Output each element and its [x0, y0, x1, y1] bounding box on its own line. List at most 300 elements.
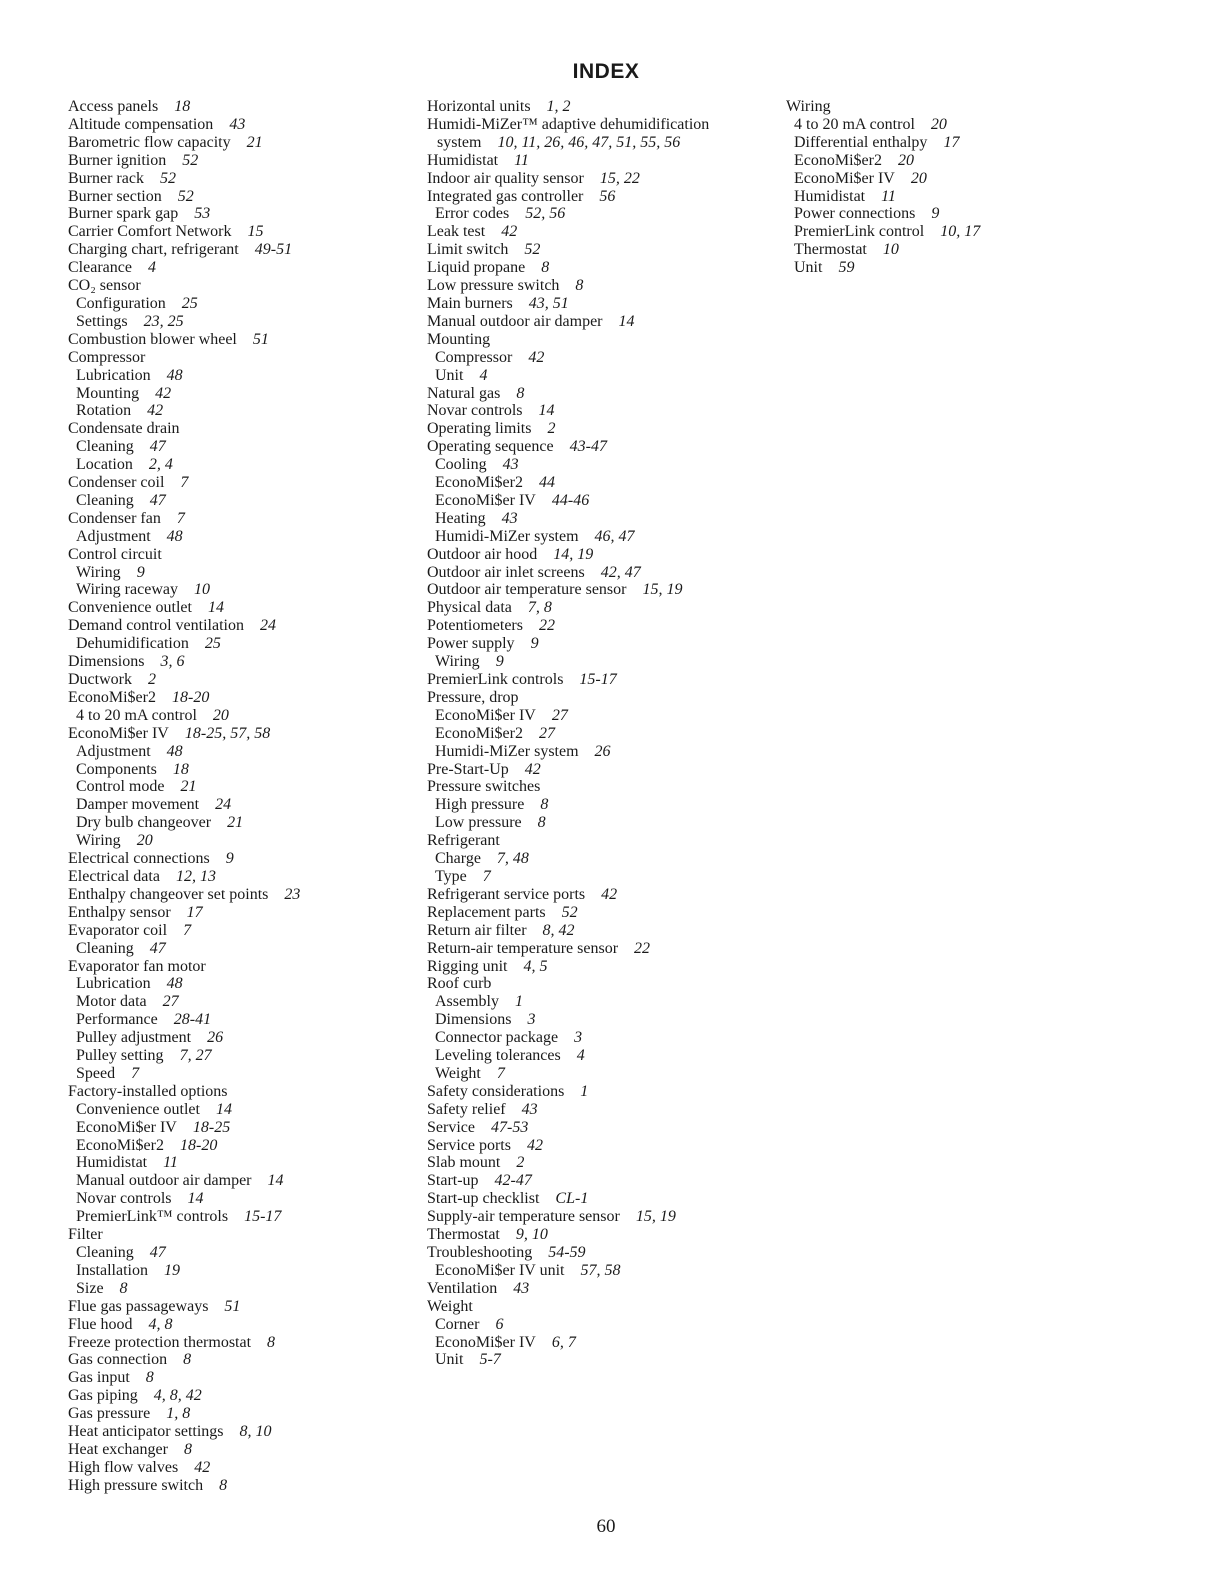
page-reference: 26 [594, 742, 611, 760]
page-reference: 44 [538, 474, 555, 492]
index-term: Humidi-MiZer™ adaptive dehumidification [427, 115, 710, 133]
index-subentry [427, 510, 767, 528]
index-term: Leveling tolerances [435, 1047, 561, 1065]
index-subentry [68, 940, 398, 958]
page-reference: 43-47 [569, 438, 607, 456]
index-subentry [68, 1244, 398, 1262]
index-term: Outdoor air temperature sensor [427, 581, 627, 599]
index-subentry [427, 205, 767, 223]
index-subentry [68, 743, 398, 761]
index-term: EconoMi$er IV [435, 706, 536, 724]
page-reference: 52 [182, 151, 199, 169]
page-reference: 18 [174, 98, 191, 115]
index-entry [68, 850, 398, 868]
page-reference: 42 [501, 223, 518, 241]
index-entry [68, 152, 398, 170]
index-term: Condensate drain [68, 420, 180, 438]
index-term: Wiring [76, 563, 121, 581]
index-term: Enthalpy changeover set points [68, 885, 269, 903]
index-subentry [427, 367, 767, 385]
index-entry [68, 1405, 398, 1423]
index-term: Wiring [76, 832, 121, 850]
index-term: Physical data [427, 599, 512, 617]
index-entry [68, 546, 398, 564]
index-term: Service [427, 1118, 475, 1136]
index-entry [427, 761, 767, 779]
index-term: Manual outdoor air damper [427, 312, 603, 330]
index-entry [427, 904, 767, 922]
index-term: Unit [435, 1351, 464, 1369]
index-entry [427, 635, 767, 653]
index-entry [427, 1172, 767, 1190]
index-term: Installation [76, 1261, 148, 1279]
page-reference: 21 [227, 814, 244, 832]
index-entry [68, 223, 398, 241]
page-reference: 7 [496, 1064, 505, 1082]
page-reference: 56 [599, 187, 616, 205]
index-term: Flue hood [68, 1315, 133, 1333]
index-term: Ductwork [68, 671, 132, 688]
index-term: Freeze protection thermostat [68, 1333, 252, 1351]
index-term: EconoMi$er IV [435, 1333, 536, 1351]
index-term: Safety relief [427, 1100, 506, 1118]
index-entry [68, 725, 398, 743]
page-reference: 7 [176, 509, 185, 527]
index-term: Supply-air temperature sensor [427, 1208, 620, 1226]
page-reference: 14 [618, 312, 635, 330]
page-reference: 42-47 [494, 1172, 532, 1190]
index-entry [68, 474, 398, 492]
index-entry [68, 277, 398, 295]
page-reference: 8, 42 [542, 921, 575, 939]
index-subentry [786, 223, 1116, 241]
index-term: Replacement parts [427, 903, 546, 921]
index-subentry [427, 1262, 767, 1280]
page-reference: 1, 2 [546, 98, 571, 115]
index-subentry [68, 778, 398, 796]
index-term: 4 to 20 mA control [794, 115, 915, 133]
page-reference: 20 [212, 706, 229, 724]
index-term: PremierLink controls [427, 671, 564, 688]
index-entry [427, 385, 767, 403]
index-term: PremierLink control [794, 223, 925, 241]
page-reference: 4 [147, 259, 156, 277]
index-term: Burner section [68, 187, 162, 205]
index-entry [786, 98, 1116, 116]
page-reference: 47 [149, 491, 166, 509]
page-reference: 20 [910, 169, 927, 187]
page-reference: 4 [576, 1047, 585, 1065]
index-term: Humidistat [76, 1154, 148, 1172]
index-term: EconoMi$er IV [76, 1118, 177, 1136]
index-entry [427, 331, 767, 349]
index-subentry [68, 993, 398, 1011]
page-reference: 4 [479, 366, 488, 384]
index-term: Damper movement [76, 796, 200, 814]
index-entry [427, 241, 767, 259]
index-entry [427, 259, 767, 277]
page-reference: 7, 48 [496, 850, 529, 868]
page-reference: 22 [538, 617, 555, 635]
index-entry [427, 438, 767, 456]
page-reference: 19 [163, 1261, 180, 1279]
index-term: Integrated gas controller [427, 187, 584, 205]
index-subentry [68, 564, 398, 582]
index-entry [427, 170, 767, 188]
index-entry [427, 420, 767, 438]
index-entry [68, 1441, 398, 1459]
index-term: Low pressure [435, 814, 522, 832]
page-reference: 14, 19 [553, 545, 594, 563]
page-reference: 8 [145, 1369, 154, 1387]
page-reference: 12, 13 [175, 867, 216, 885]
index-term: Natural gas [427, 384, 501, 402]
page-reference: 9 [136, 563, 145, 581]
page-reference: CL-1 [555, 1190, 589, 1208]
index-entry [68, 205, 398, 223]
index-subentry [68, 1280, 398, 1298]
index-term: Main burners [427, 294, 513, 312]
page-reference: 44-46 [551, 491, 590, 509]
index-entry [68, 1351, 398, 1369]
index-term: Charge [435, 850, 481, 868]
index-term: Location [76, 456, 133, 474]
index-subentry [427, 1351, 767, 1369]
index-subentry [427, 725, 767, 743]
page-reference: 10, 17 [940, 223, 981, 241]
index-entry [427, 1280, 767, 1298]
index-term: Rigging unit [427, 957, 508, 975]
index-entry [427, 134, 767, 152]
page-reference: 11 [881, 187, 896, 205]
index-subentry [427, 653, 767, 671]
index-column-3 [786, 98, 1116, 277]
index-term: Burner rack [68, 169, 144, 187]
index-term: Adjustment [76, 742, 151, 760]
index-term: Connector package [435, 1029, 559, 1047]
page-reference: 5-7 [479, 1351, 501, 1369]
index-entry [427, 671, 767, 689]
page-reference: 52 [524, 241, 541, 259]
index-term: Liquid propane [427, 259, 526, 277]
index-term: Rotation [76, 402, 132, 420]
index-term: Limit switch [427, 241, 509, 259]
index-term: Start-up checklist [427, 1190, 540, 1208]
index-term: Dimensions [435, 1011, 512, 1029]
page-reference: 8 [183, 1351, 192, 1369]
page-reference: 9 [931, 205, 940, 223]
index-entry [68, 1477, 398, 1495]
index-entry [427, 1190, 767, 1208]
page-reference: 14 [538, 402, 555, 420]
page-reference: 59 [838, 259, 855, 277]
page-reference: 18-25, 57, 58 [184, 724, 271, 742]
index-term: Novar controls [427, 402, 523, 420]
index-entry [427, 778, 767, 796]
index-entry [68, 671, 398, 689]
index-term: Error codes [435, 205, 510, 223]
index-subentry [68, 1119, 398, 1137]
index-subentry [427, 528, 767, 546]
index-subentry [68, 832, 398, 850]
page-reference: 8 [575, 277, 584, 295]
index-term: Refrigerant [427, 832, 500, 850]
index-entry [68, 599, 398, 617]
index-subentry [68, 814, 398, 832]
index-entry [68, 904, 398, 922]
index-entry [427, 886, 767, 904]
index-subentry [68, 1101, 398, 1119]
index-entry [68, 617, 398, 635]
index-entry [427, 98, 767, 116]
index-entry [427, 1083, 767, 1101]
index-subentry [786, 241, 1116, 259]
index-term: Dimensions [68, 653, 145, 671]
index-term: Lubrication [76, 975, 151, 993]
index-subentry [427, 456, 767, 474]
index-entry [427, 617, 767, 635]
page-reference: 1, 8 [166, 1405, 191, 1423]
page-reference: 3 [574, 1029, 583, 1047]
index-term: Performance [76, 1011, 158, 1029]
index-subentry [68, 1262, 398, 1280]
index-subentry [68, 1065, 398, 1083]
index-entry [427, 152, 767, 170]
index-column-1 [68, 98, 398, 1495]
index-subentry [786, 205, 1116, 223]
index-entry [68, 958, 398, 976]
index-term: Power connections [794, 205, 916, 223]
index-term: Outdoor air hood [427, 545, 538, 563]
page-reference: 15-17 [579, 671, 617, 688]
index-entry [68, 259, 398, 277]
page-reference: 7, 8 [527, 599, 552, 617]
index-term: EconoMi$er IV [68, 724, 169, 742]
index-subentry [427, 1065, 767, 1083]
index-entry [68, 1459, 398, 1477]
index-subentry [68, 313, 398, 331]
page-reference: 8, 10 [239, 1423, 272, 1441]
page-reference: 43 [513, 1279, 530, 1297]
page-reference: 48 [166, 975, 183, 993]
index-term: Assembly [435, 993, 499, 1011]
index-entry [68, 420, 398, 438]
index-entry [427, 958, 767, 976]
page-reference: 28-41 [173, 1011, 212, 1029]
index-term: Dehumidification [76, 635, 189, 653]
index-subentry [68, 1137, 398, 1155]
index-term: Roof curb [427, 975, 492, 993]
index-entry [68, 170, 398, 188]
index-entry [427, 564, 767, 582]
index-term: Cleaning [76, 1244, 134, 1261]
index-subentry [68, 581, 398, 599]
index-term: Barometric flow capacity [68, 133, 231, 151]
index-entry [427, 599, 767, 617]
index-subentry [68, 1047, 398, 1065]
index-subentry [68, 707, 398, 725]
page-reference: 42 [528, 348, 545, 366]
page-reference: 3 [527, 1011, 536, 1029]
index-entry [427, 1101, 767, 1119]
page-reference: 49-51 [254, 241, 293, 259]
index-subentry [68, 1172, 398, 1190]
index-subentry [427, 1029, 767, 1047]
index-entry [427, 832, 767, 850]
page-reference: 48 [166, 366, 183, 384]
page-reference: 4, 5 [523, 957, 548, 975]
index-subentry [427, 796, 767, 814]
index-term: Heat exchanger [68, 1440, 168, 1458]
page-reference: 9 [225, 850, 234, 868]
index-subentry [427, 814, 767, 832]
index-term: Enthalpy sensor [68, 903, 171, 921]
page-reference: 7 [131, 1064, 140, 1082]
index-term: Leak test [427, 223, 486, 241]
index-term: Indoor air quality sensor [427, 169, 584, 187]
index-subentry [68, 528, 398, 546]
page-reference: 42 [524, 760, 541, 778]
index-entry [427, 546, 767, 564]
page-reference: 52, 56 [525, 205, 566, 223]
page-reference: 17 [186, 903, 203, 921]
page-reference: 8 [516, 384, 525, 402]
index-term: Lubrication [76, 366, 151, 384]
index-subentry [427, 492, 767, 510]
index-term: Settings [76, 312, 128, 330]
index-term: Gas input [68, 1369, 130, 1387]
index-subentry [786, 188, 1116, 206]
page-reference: 1 [580, 1082, 589, 1100]
index-term: Access panels [68, 98, 159, 115]
index-term: Combustion blower wheel [68, 330, 237, 348]
index-term: Cleaning [76, 939, 134, 957]
index-term: Adjustment [76, 527, 151, 545]
index-term: Outdoor air inlet screens [427, 563, 585, 581]
index-term: Size [76, 1279, 104, 1297]
index-entry [427, 1298, 767, 1316]
index-subentry [427, 993, 767, 1011]
index-subentry [68, 367, 398, 385]
index-subentry [68, 635, 398, 653]
page-reference: 24 [215, 796, 232, 814]
index-term: Factory-installed options [68, 1082, 228, 1100]
page-reference: 48 [166, 742, 183, 760]
page-reference: 27 [162, 993, 179, 1011]
page-reference: 43 [521, 1100, 538, 1118]
page-reference: 21 [180, 778, 197, 796]
index-entry [68, 868, 398, 886]
page-reference: 4, 8 [148, 1315, 173, 1333]
page-reference: 43 [229, 115, 246, 133]
page-reference: 1 [515, 993, 523, 1011]
page-reference: 15, 19 [635, 1208, 676, 1226]
index-entry [68, 98, 398, 116]
index-entry [68, 349, 398, 367]
page-reference: 10 [882, 241, 899, 259]
index-term: Slab mount [427, 1154, 501, 1172]
page-reference: 4, 8, 42 [153, 1387, 202, 1405]
page-reference: 27 [538, 724, 555, 742]
index-term: Troubleshooting [427, 1244, 533, 1261]
page-reference: 22 [634, 939, 651, 957]
index-term: Condenser fan [68, 509, 161, 527]
index-subentry [68, 1208, 398, 1226]
page-reference: 21 [246, 133, 263, 151]
index-subentry [427, 1047, 767, 1065]
index-term: Manual outdoor air damper [76, 1172, 252, 1190]
index-term: Humidistat [427, 151, 499, 169]
index-subentry [68, 385, 398, 403]
index-term: Components [76, 760, 157, 778]
index-subentry [786, 134, 1116, 152]
page-number: 60 [596, 1516, 616, 1537]
page-reference: 54-59 [548, 1244, 586, 1261]
index-term: EconoMi$er2 [435, 724, 523, 742]
index-term: Demand control ventilation [68, 617, 244, 635]
index-term: Gas piping [68, 1387, 138, 1405]
index-term: Service ports [427, 1136, 511, 1154]
index-term: Convenience outlet [76, 1100, 200, 1118]
index-term: EconoMi$er2 [794, 151, 882, 169]
index-column-2 [427, 98, 767, 1369]
index-term: Compressor [435, 348, 513, 366]
index-term: Electrical connections [68, 850, 210, 868]
index-subentry [786, 116, 1116, 134]
page-reference: 51 [252, 330, 269, 348]
index-term: CO₂ sensor [68, 277, 141, 295]
page-reference: 26 [207, 1029, 224, 1047]
index-entry [427, 223, 767, 241]
index-term: Charging chart, refrigerant [68, 241, 239, 259]
page-reference: 10 [193, 581, 210, 599]
page-reference: 18-25 [192, 1118, 231, 1136]
index-subentry [427, 474, 767, 492]
page-reference: 23, 25 [143, 312, 184, 330]
index-term: High pressure [435, 796, 525, 814]
index-entry [68, 116, 398, 134]
page-reference: 6 [495, 1315, 504, 1333]
index-term: Humidi-MiZer system [435, 527, 579, 545]
page-reference: 43 [502, 456, 519, 474]
index-subentry [427, 349, 767, 367]
index-term: EconoMi$er IV [435, 491, 536, 509]
index-term: Weight [435, 1064, 481, 1082]
index-term: Pulley setting [76, 1047, 164, 1065]
index-term: Operating sequence [427, 438, 554, 456]
index-term: Wiring raceway [76, 581, 178, 599]
index-entry [427, 188, 767, 206]
page-reference: 11 [163, 1154, 178, 1172]
index-entry [68, 188, 398, 206]
index-term: Electrical data [68, 867, 160, 885]
index-entry [427, 975, 767, 993]
index-term: Speed [76, 1064, 116, 1082]
index-term: Thermostat [794, 241, 867, 259]
page-reference: 15, 22 [599, 169, 640, 187]
index-term: EconoMi$er IV [794, 169, 895, 187]
index-term: Unit [435, 366, 464, 384]
index-term: Control circuit [68, 545, 162, 563]
index-term: Unit [794, 259, 823, 277]
index-term: Mounting [427, 330, 491, 348]
index-entry [68, 689, 398, 707]
index-term: Humidistat [794, 187, 866, 205]
index-subentry [68, 796, 398, 814]
index-term: Altitude compensation [68, 115, 214, 133]
index-subentry [427, 1334, 767, 1352]
page-reference: 47 [149, 438, 166, 456]
